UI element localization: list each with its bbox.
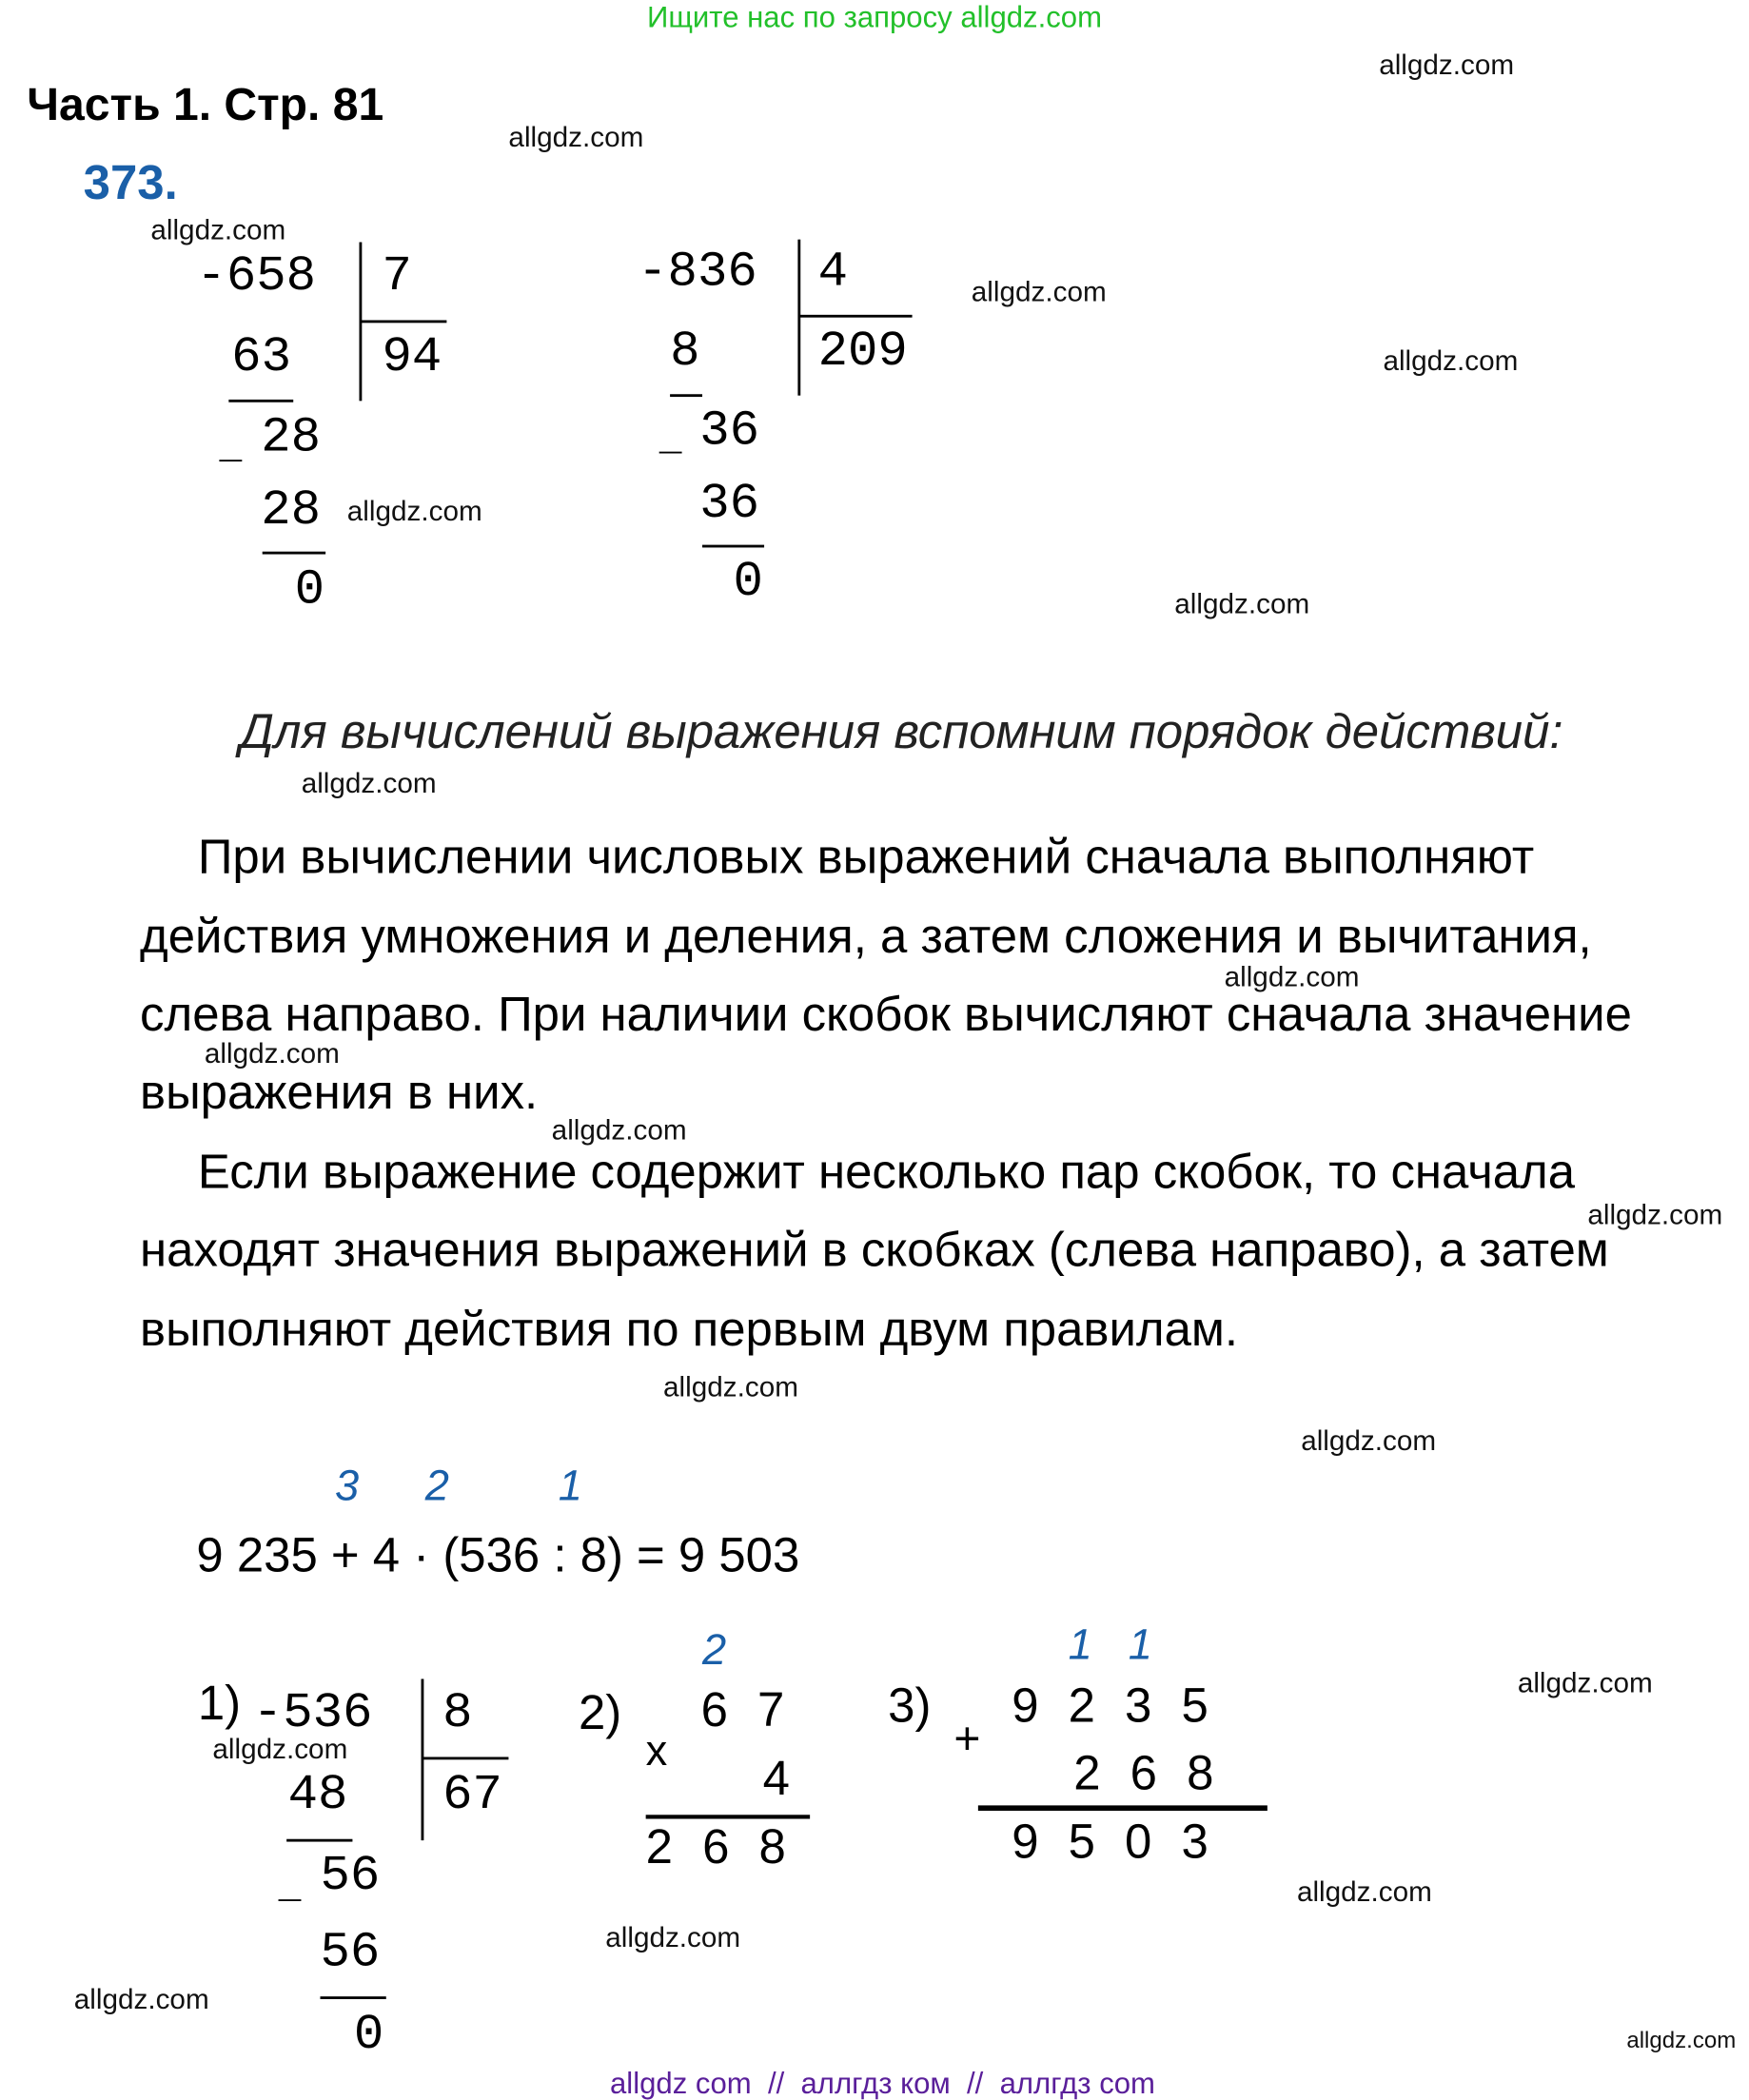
footer-watermark: allgdz com // аллгдз ком // аллгдз com (609, 2066, 1155, 2100)
carry-digit: 2 (702, 1624, 727, 1674)
order-mark: 3 (335, 1461, 360, 1510)
minus-sign: _ (278, 1867, 302, 1910)
watermark: allgdz.com (663, 1372, 798, 1403)
addend-1: 9 2 3 5 (1012, 1678, 1209, 1734)
result: 0 (353, 2007, 384, 2064)
watermark: allgdz.com (1296, 1876, 1432, 1908)
line (978, 1805, 1268, 1811)
multiplier: 4 (762, 1750, 790, 1806)
watermark: allgdz.com (1301, 1425, 1437, 1458)
line (228, 400, 293, 402)
step-label: 1) (197, 1675, 242, 1731)
quotient-line (361, 320, 446, 323)
result: 0 (733, 554, 763, 611)
minus-sign: _ (219, 427, 243, 470)
quotient: 209 (817, 324, 908, 382)
rule-heading: Для вычислений выражения вспомним порядок действий: (239, 703, 1563, 759)
watermark: allgdz.com (1224, 961, 1360, 993)
line (320, 1996, 385, 1999)
line (263, 552, 325, 555)
remainder: 56 (320, 1848, 381, 1906)
remainder: 36 (699, 403, 760, 461)
watermark: allgdz.com (508, 122, 644, 154)
subtrahend: 63 (231, 329, 291, 386)
multiply-sign: x (645, 1725, 668, 1775)
sum: 9 5 0 3 (1012, 1813, 1209, 1869)
order-mark: 1 (558, 1461, 582, 1510)
watermark: allgdz.com (551, 1115, 687, 1147)
watermark: allgdz.com (212, 1734, 348, 1765)
product: 2 6 8 (645, 1818, 786, 1874)
quotient-line (799, 315, 913, 318)
rule-line: слева направо. При наличии скобок вычисляют сначала значение (140, 986, 1632, 1042)
watermark: allgdz.com (150, 215, 286, 246)
addend-2: 2 6 8 (1073, 1744, 1214, 1800)
multiplicand: 6 7 (700, 1681, 785, 1737)
order-mark: 2 (424, 1461, 449, 1510)
watermark: allgdz.com (1383, 345, 1519, 377)
line (286, 1839, 352, 1842)
carry-digits: 1 1 (1068, 1619, 1152, 1669)
page-title: Часть 1. Стр. 81 (27, 79, 384, 131)
plus-sign: + (953, 1714, 981, 1765)
quotient: 67 (442, 1767, 502, 1825)
watermark: allgdz.com (204, 1038, 340, 1070)
subtrahend: 28 (261, 482, 322, 540)
watermark: allgdz.com (605, 1922, 741, 1953)
watermark: allgdz.com (971, 277, 1107, 308)
line (670, 394, 702, 397)
divisor: 8 (442, 1685, 473, 1742)
dividend: -836 (638, 245, 757, 302)
result: 0 (294, 561, 325, 619)
watermark: allgdz.com (301, 768, 437, 799)
subtrahend: 8 (670, 324, 700, 382)
search-hint[interactable]: Ищите нас по запросу allgdz.com (646, 0, 1103, 34)
rule-line: находят значения выражений в скобках (слева направо), а затем (140, 1221, 1609, 1277)
watermark: allgdz.com (346, 496, 482, 528)
divisor: 7 (382, 248, 412, 305)
rule-line: При вычислении числовых выражений сначала выполняют (197, 828, 1535, 884)
step-label: 2) (578, 1684, 622, 1740)
minus-sign: _ (658, 420, 682, 461)
watermark: allgdz.com (1626, 2027, 1737, 2053)
remainder: 28 (261, 410, 322, 467)
watermark: allgdz.com (73, 1984, 209, 2015)
rule-line: Если выражение содержит несколько пар скобок, то сначала (197, 1143, 1576, 1199)
rule-line: выражения в них. (140, 1064, 539, 1120)
watermark: allgdz.com (1174, 589, 1310, 620)
subtrahend: 48 (287, 1767, 348, 1825)
rule-line: действия умножения и деления, а затем сложения и вычитания, (140, 908, 1592, 964)
quotient-line (423, 1757, 508, 1759)
rule-line: выполняют действия по первым двум правилам. (140, 1301, 1239, 1357)
dividend: -536 (252, 1685, 373, 1742)
subtrahend: 56 (320, 1925, 381, 1982)
step-label: 3) (888, 1678, 932, 1734)
dividend: -658 (196, 248, 317, 305)
line (702, 545, 764, 548)
subtrahend: 36 (699, 476, 760, 533)
exercise-number: 373. (83, 154, 178, 210)
watermark: allgdz.com (1517, 1668, 1653, 1699)
expression: 9 235 + 4 · (536 : 8) = 9 503 (196, 1526, 800, 1582)
quotient: 94 (382, 329, 442, 386)
watermark: allgdz.com (1379, 49, 1515, 81)
watermark: allgdz.com (1587, 1200, 1723, 1231)
divisor: 4 (817, 245, 849, 302)
